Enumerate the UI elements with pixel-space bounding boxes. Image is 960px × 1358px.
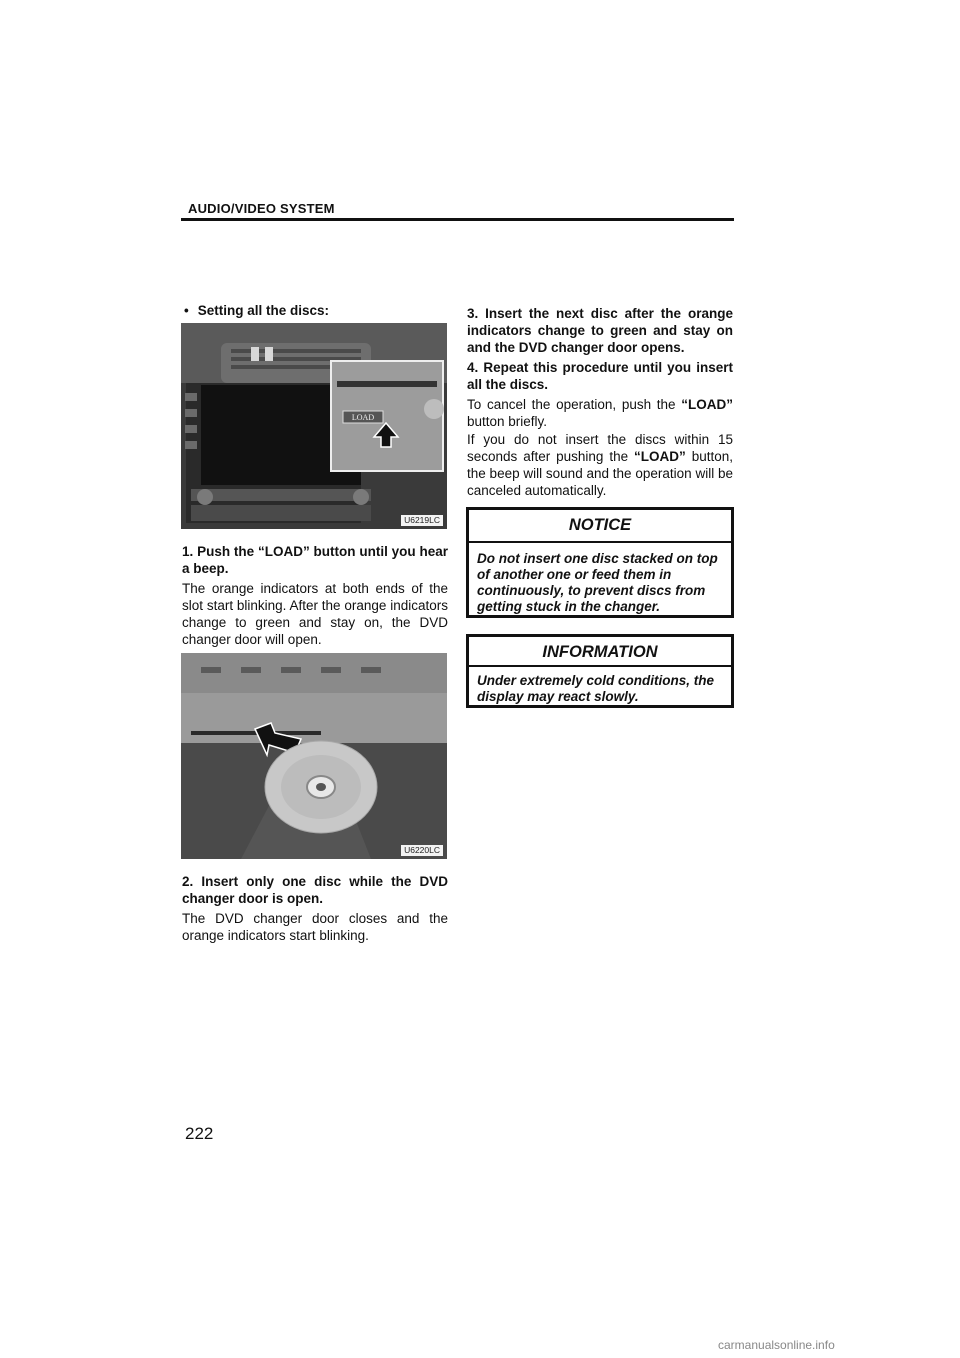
step-1-body: The orange indicators at both ends of the slot start blinking. After the orange indicators change to green and stay on, the DVD changer door will open. [182, 581, 448, 647]
load-label: “LOAD” [681, 397, 733, 412]
information-text: Under extremely cold conditions, the display may react slowly. [477, 673, 715, 704]
timeout-text: If you do not insert the discs within 15 seconds after pushing the [467, 432, 733, 464]
step-2: 2. Insert only one disc while the DVD changer door is open. [182, 874, 448, 906]
load-label: “LOAD” [634, 449, 686, 464]
watermark: carmanualsonline.info [718, 1338, 835, 1352]
figure-code: U6219LC [401, 515, 443, 526]
notice-text: Do not insert one disc stacked on top of another one or feed them in continuously, to prevent discs from getting stuck in the changer. [477, 551, 718, 614]
figure-code: U6220LC [401, 845, 443, 856]
figure-insert-disc [181, 653, 447, 859]
page-number: 222 [185, 1124, 214, 1143]
step-1: 1. Push the “LOAD” button until you hear a beep. [182, 544, 448, 576]
figure-dashboard-load-button [181, 323, 447, 529]
header-rule [181, 218, 734, 221]
disc-illustration [181, 653, 447, 859]
notice-title: NOTICE [568, 516, 632, 534]
bullet-icon: • [184, 303, 189, 318]
cancel-instruction [467, 396, 733, 430]
cancel-text: To cancel the operation, push the [467, 397, 682, 412]
timeout-instruction [467, 431, 733, 499]
timeout-text-end: button, the beep will sound and the operation will be canceled automatically. [467, 449, 733, 498]
step-2-body: The DVD changer door closes and the orange indicators start blinking. [182, 911, 448, 943]
information-title: INFORMATION [542, 643, 658, 661]
running-header: AUDIO/VIDEO SYSTEM [188, 201, 335, 216]
notice-box [466, 507, 734, 618]
load-button-label: LOAD [351, 413, 375, 422]
section-title: Setting all the discs: [197, 303, 330, 318]
dashboard-illustration [181, 323, 447, 529]
step-3: 3. Insert the next disc after the orange indicators change to green and stay on and the DVD changer door opens. [467, 306, 733, 355]
step-4: 4. Repeat this procedure until you insert all the discs. [467, 360, 733, 392]
section-heading [184, 303, 329, 318]
information-box [466, 634, 734, 708]
cancel-text-end: button briefly. [467, 414, 548, 429]
